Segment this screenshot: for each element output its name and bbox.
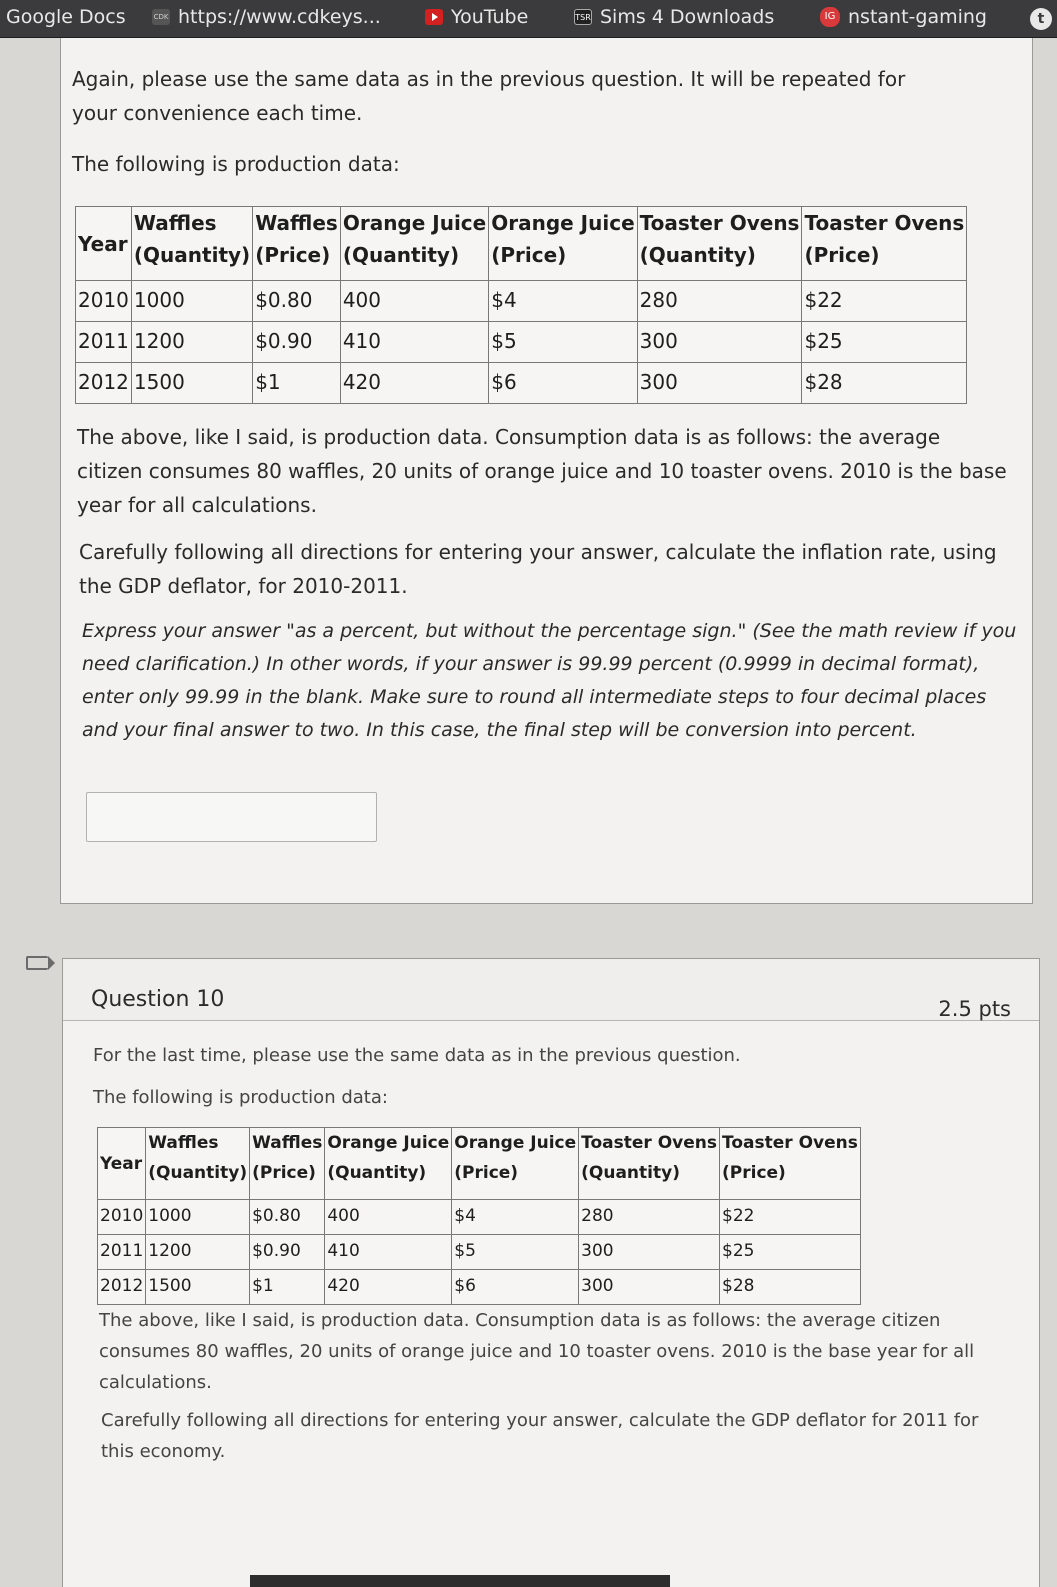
table-cell: $0.90 — [250, 1235, 325, 1270]
table-cell: 1500 — [131, 363, 252, 404]
question-10-consumption: The above, like I said, is production data. Consumption data is as follows: the average citizen consumes 80 waffles, 20 units of orange juice and 10 toaster ovens. 2010 is the base year for all calculations. — [99, 1310, 975, 1393]
table-row — [98, 1200, 861, 1235]
table-cell: $0.80 — [250, 1200, 325, 1235]
bookmark-label: YouTube — [451, 6, 529, 28]
production-data-table — [97, 1127, 861, 1305]
table-cell: 300 — [637, 363, 802, 404]
question-9-format-note: Express your answer "as a percent, but without the percentage sign." (See the math review if you need clarification.) In other words, if your answer is 99.99 percent (0.9999 in decimal format), enter only 99.99 in the blank. Make sure to round all intermediate steps to four decimal places and your final answer to two. In this case, the final step will be conversion into percent. — [82, 620, 1017, 741]
table-header-cell: Toaster Ovens (Quantity) — [637, 207, 802, 281]
bookmark-label: Sims 4 Downloads — [600, 6, 775, 28]
question-title: Question 10 — [91, 987, 225, 1012]
table-cell: $22 — [720, 1200, 861, 1235]
table-cell: 410 — [325, 1235, 452, 1270]
table-cell: $6 — [452, 1270, 579, 1305]
table-cell: $1 — [250, 1270, 325, 1305]
table-header-cell: Year — [76, 207, 132, 281]
bookmark-label: Google Docs — [6, 6, 126, 28]
bookmark-sims4[interactable] — [574, 6, 774, 28]
bookmark-overflow[interactable] — [1030, 8, 1057, 30]
table-row — [76, 281, 967, 322]
answer-input[interactable] — [86, 792, 377, 842]
table-cell: 1200 — [146, 1235, 250, 1270]
table-cell: 300 — [579, 1235, 720, 1270]
table-cell: 300 — [579, 1270, 720, 1305]
bookmark-instant-gaming[interactable] — [820, 6, 987, 28]
table-cell: 1500 — [146, 1270, 250, 1305]
flag-question-icon[interactable] — [26, 956, 48, 970]
table-cell: $28 — [720, 1270, 861, 1305]
question-10-header — [63, 959, 1039, 1021]
table-cell: 2012 — [98, 1270, 146, 1305]
table-cell: $28 — [802, 363, 967, 404]
table-header-cell: Waffles (Quantity) — [131, 207, 252, 281]
table-header-row — [98, 1128, 861, 1200]
table-cell: 400 — [340, 281, 488, 322]
question-9-intro: Again, please use the same data as in the previous question. It will be repeated for your convenience each time. — [72, 67, 906, 125]
table-header-row — [76, 207, 967, 281]
bookmark-label: https://www.cdkeys... — [178, 6, 381, 28]
table-cell: $25 — [802, 322, 967, 363]
table-row — [98, 1270, 861, 1305]
table-header-cell: Orange Juice (Price) — [452, 1128, 579, 1200]
bookmark-cdkeys[interactable] — [152, 6, 381, 28]
cdkeys-icon: CDK — [152, 9, 170, 25]
table-cell: $0.90 — [253, 322, 341, 363]
question-9-consumption: The above, like I said, is production data. Consumption data is as follows: the average citizen consumes 80 waffles, 20 units of orange juice and 10 toaster ovens. 2010 is the base year for all calculations. — [77, 425, 1007, 517]
overflow-icon: t — [1030, 8, 1052, 30]
table-cell: $6 — [489, 363, 637, 404]
table-cell: 2010 — [98, 1200, 146, 1235]
table-cell: 410 — [340, 322, 488, 363]
table-cell: 2011 — [98, 1235, 146, 1270]
table-cell: 1200 — [131, 322, 252, 363]
bottom-edge-bar — [250, 1575, 670, 1587]
question-10-intro: For the last time, please use the same data as in the previous question. — [93, 1045, 741, 1066]
question-9-instruction: Carefully following all directions for entering your answer, calculate the inflation rate, using the GDP deflator, for 2010-2011. — [79, 540, 997, 598]
table-header-cell: Toaster Ovens (Price) — [802, 207, 967, 281]
table-row — [98, 1235, 861, 1270]
question-10-instruction: Carefully following all directions for entering your answer, calculate the GDP deflator for 2011 for this economy. — [101, 1410, 979, 1462]
table-cell: $25 — [720, 1235, 861, 1270]
table-header-cell: Toaster Ovens (Price) — [720, 1128, 861, 1200]
table-cell: 300 — [637, 322, 802, 363]
table-cell: $4 — [452, 1200, 579, 1235]
table-cell: $0.80 — [253, 281, 341, 322]
table-header-cell: Waffles (Quantity) — [146, 1128, 250, 1200]
production-data-table — [75, 206, 967, 404]
bookmark-label: nstant-gaming — [848, 6, 987, 28]
table-cell: 1000 — [131, 281, 252, 322]
table-cell: 1000 — [146, 1200, 250, 1235]
table-header-cell: Toaster Ovens (Quantity) — [579, 1128, 720, 1200]
table-row — [76, 322, 967, 363]
question-points: 2.5 pts — [938, 997, 1011, 1021]
bookmark-google-docs[interactable] — [6, 6, 126, 28]
table-row — [76, 363, 967, 404]
table-cell: 2011 — [76, 322, 132, 363]
bookmark-youtube[interactable] — [425, 6, 528, 28]
table-header-cell: Orange Juice (Quantity) — [325, 1128, 452, 1200]
table-header-cell: Orange Juice (Price) — [489, 207, 637, 281]
table-header-cell: Waffles (Price) — [250, 1128, 325, 1200]
table-cell: 420 — [325, 1270, 452, 1305]
bookmarks-bar — [0, 0, 1057, 38]
question-10-lead: The following is production data: — [93, 1087, 388, 1108]
youtube-icon — [425, 9, 443, 25]
table-header-cell: Year — [98, 1128, 146, 1200]
instant-gaming-icon: IG — [820, 7, 840, 27]
table-cell: 2010 — [76, 281, 132, 322]
table-cell: 2012 — [76, 363, 132, 404]
tsr-icon: TSR — [574, 9, 592, 25]
table-cell: $5 — [489, 322, 637, 363]
question-9-lead: The following is production data: — [72, 152, 400, 176]
table-header-cell: Waffles (Price) — [253, 207, 341, 281]
table-cell: $5 — [452, 1235, 579, 1270]
table-cell: $4 — [489, 281, 637, 322]
table-cell: $1 — [253, 363, 341, 404]
table-cell: $22 — [802, 281, 967, 322]
table-cell: 280 — [579, 1200, 720, 1235]
table-header-cell: Orange Juice (Quantity) — [340, 207, 488, 281]
table-cell: 280 — [637, 281, 802, 322]
table-cell: 420 — [340, 363, 488, 404]
table-cell: 400 — [325, 1200, 452, 1235]
